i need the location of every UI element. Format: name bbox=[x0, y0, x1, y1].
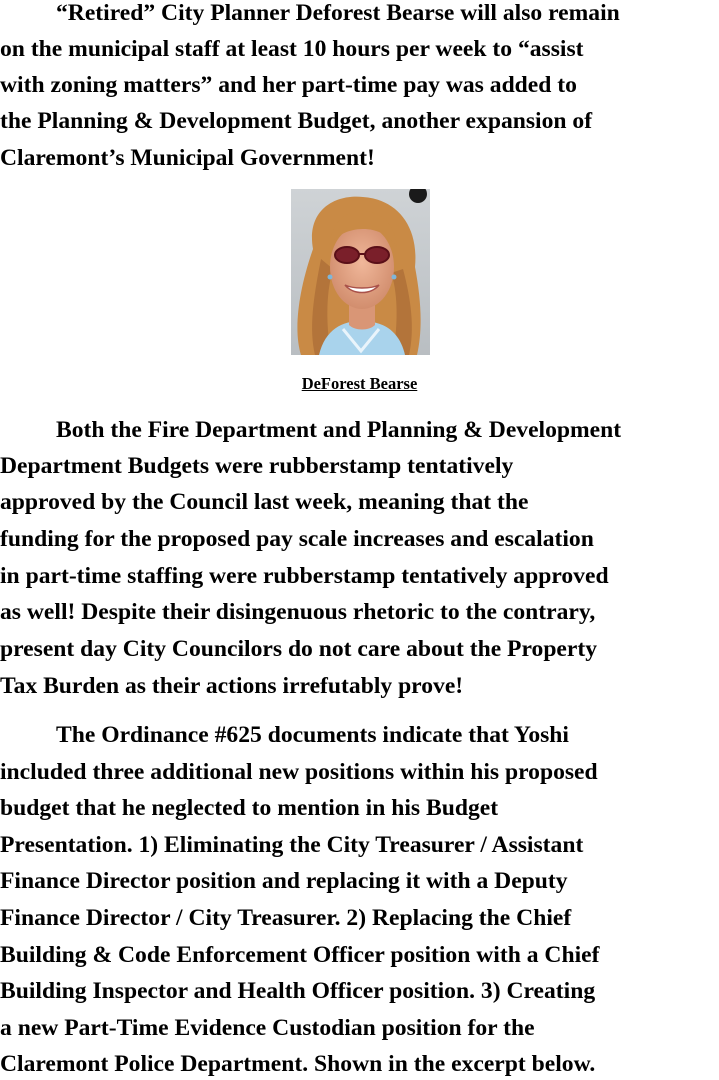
text-line: included three additional new positions within his proposed bbox=[0, 759, 598, 785]
text-line: Both the Fire Department and Planning & Development bbox=[56, 417, 622, 443]
text-line: funding for the proposed pay scale increases and escalation bbox=[0, 526, 594, 552]
text-line: Presentation. 1) Eliminating the City Treasurer / Assistant bbox=[0, 832, 584, 858]
text-line: present day City Councilors do not care about the Property bbox=[0, 636, 598, 662]
text-line: Department Budgets were rubberstamp tentatively bbox=[0, 453, 514, 479]
text-line: “Retired” City Planner Deforest Bearse will also remain bbox=[56, 0, 620, 26]
text-line: Finance Director position and replacing it with a Deputy bbox=[0, 868, 568, 894]
text-line: Finance Director / City Treasurer. 2) Replacing the Chief bbox=[0, 905, 572, 931]
text-line: Building Inspector and Health Officer position. 3) Creating bbox=[0, 978, 596, 1004]
text-line: a new Part-Time Evidence Custodian position for the bbox=[0, 1015, 535, 1041]
text-line: as well! Despite their disingenuous rhetoric to the contrary, bbox=[0, 599, 596, 625]
text-line: with zoning matters” and her part-time pay was added to bbox=[0, 72, 577, 98]
text-line: Claremont Police Department. Shown in the excerpt below. bbox=[0, 1051, 596, 1077]
text-line: Tax Burden as their actions irrefutably prove! bbox=[0, 673, 464, 699]
text-line: the Planning & Development Budget, another expansion of bbox=[0, 108, 593, 134]
text-line: budget that he neglected to mention in his Budget bbox=[0, 795, 499, 821]
photo-caption: DeForest Bearse bbox=[301, 374, 418, 393]
text-line: on the municipal staff at least 10 hours per week to “assist bbox=[0, 36, 584, 62]
portrait-photo bbox=[291, 189, 430, 355]
text-line: approved by the Council last week, meaning that the bbox=[0, 489, 529, 515]
text-line: Claremont’s Municipal Government! bbox=[0, 145, 375, 171]
text-line: in part-time staffing were rubberstamp tentatively approved bbox=[0, 563, 609, 589]
text-line: The Ordinance #625 documents indicate that Yoshi bbox=[56, 722, 569, 748]
text-line: Building & Code Enforcement Officer position with a Chief bbox=[0, 942, 600, 968]
